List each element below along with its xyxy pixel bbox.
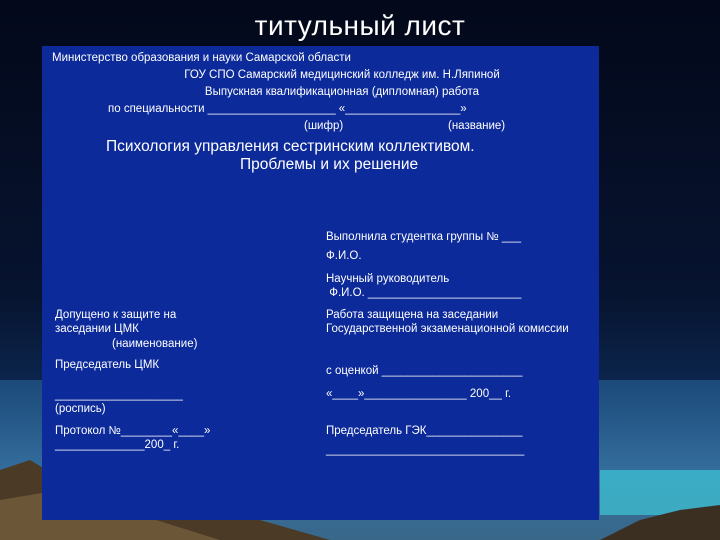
defended-line-2: Государственной экзаменационной комиссии bbox=[326, 323, 569, 335]
slide-title: титульный лист bbox=[254, 10, 466, 41]
cmk-chair-line: Председатель ЦМК bbox=[55, 359, 160, 371]
admitted-line-1: Допущено к защите на bbox=[55, 309, 177, 321]
supervisor-line: Научный руководитель bbox=[326, 273, 450, 285]
ministry-line: Министерство образования и науки Самарской области bbox=[52, 52, 351, 64]
specialty-line: по специальности ____________________ «__________________» bbox=[108, 103, 467, 115]
signature-line: ____________________ bbox=[55, 389, 183, 401]
topic-line-1: Психология управления сестринским коллективом. bbox=[106, 138, 475, 155]
grade-line: с оценкой ______________________ bbox=[326, 365, 523, 377]
topic-line-2: Проблемы и их решение bbox=[240, 156, 419, 173]
protocol-line: Протокол №________«____» bbox=[55, 425, 211, 437]
gek-chair-line: Председатель ГЭК_______________ bbox=[326, 425, 523, 437]
supervisor-fio: Ф.И.О. ________________________ bbox=[326, 287, 522, 299]
admitted-line-3: (наименование) bbox=[112, 338, 198, 350]
work-type-line: Выпускная квалификационная (дипломная) работа bbox=[204, 86, 480, 98]
code-label: (шифр) bbox=[304, 120, 344, 132]
defended-line-1: Работа защищена на заседании bbox=[326, 309, 499, 321]
name-label: (название) bbox=[448, 120, 506, 132]
student-line: Выполнила студентка группы № ___ bbox=[326, 231, 522, 243]
signature-label: (роспись) bbox=[55, 403, 106, 415]
college-line: ГОУ СПО Самарский медицинский колледж им. Н.Ляпиной bbox=[184, 69, 500, 81]
admitted-line-2: заседании ЦМК bbox=[55, 323, 139, 335]
date-line: «____»________________ 200__ г. bbox=[326, 388, 512, 400]
gek-chair-signature: _______________________________ bbox=[326, 444, 525, 456]
protocol-date: ______________200_ г. bbox=[55, 439, 180, 451]
student-fio: Ф.И.О. bbox=[326, 250, 362, 262]
